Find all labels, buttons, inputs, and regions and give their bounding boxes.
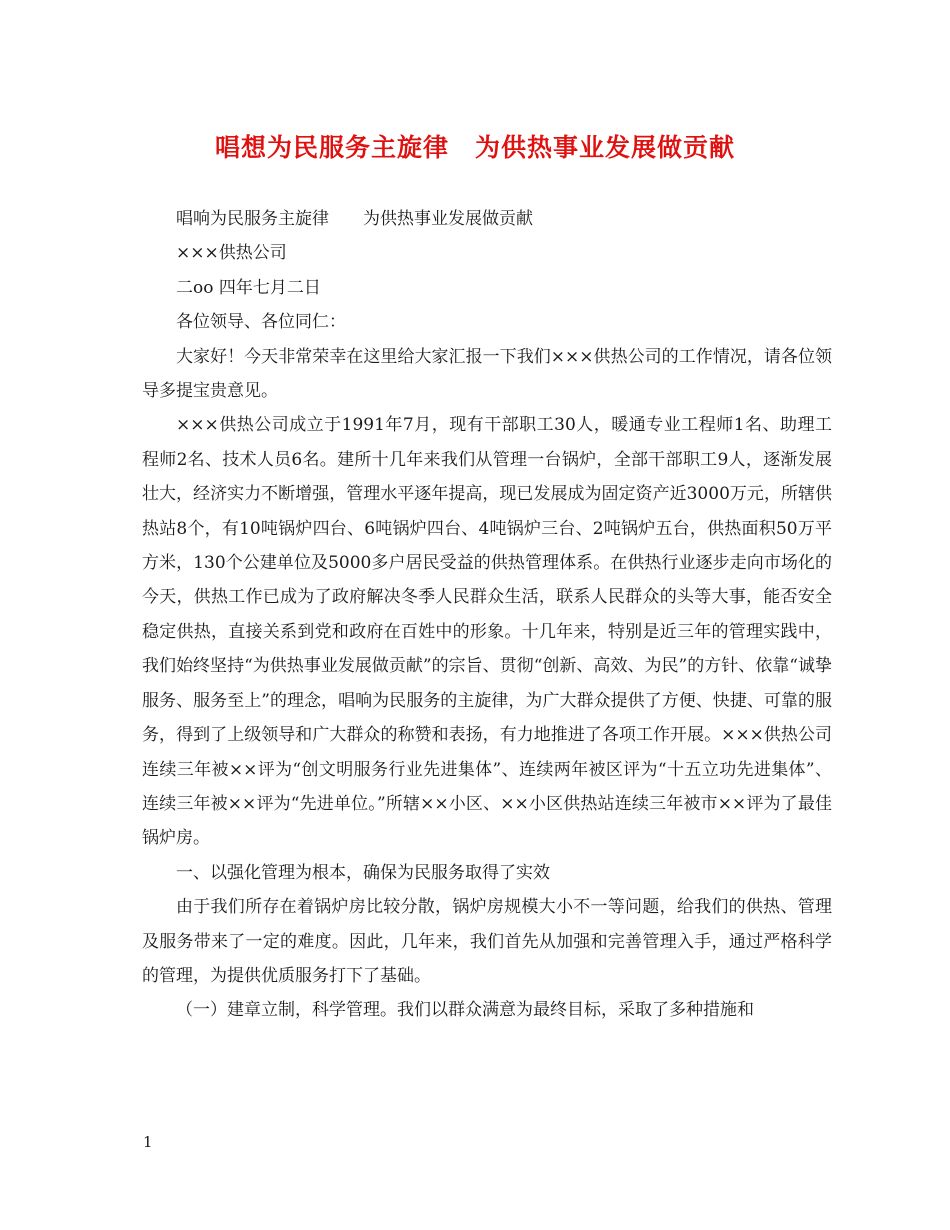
paragraph-greeting: 大家好！今天非常荣幸在这里给大家汇报一下我们×××供热公司的工作情况，请各位领导多提宝贵意见。: [142, 346, 832, 402]
salutation: 各位领导、各位同仁：: [176, 312, 346, 333]
company-name: ×××供热公司: [176, 243, 287, 264]
subtitle-line: 唱响为民服务主旋律 为供热事业发展做贡献: [176, 209, 533, 229]
paragraph-company-overview: ×××供热公司成立于1991年7月，现有干部职工30人，暖通专业工程师1名、助理工程师2名、技术人员6名。建所十几年来我们从管理一台锅炉，全部干部职工9人，逐渐发展壮大，经济实力不断增强，管理水平逐年提高，现已发展成为固定资产近3000万元，所辖供热站8个，有10吨锅炉四台、6吨锅炉四台、4吨锅炉三台、2吨锅炉五台，供热面积50万平方米，130个公建单位及5000多户居民受益的供热管理体系。在供热行业逐步走向市场化的今天，供热工作已成为了政府解决冬季人民群众生活，联系人民群众的头等大事，能否安全稳定供热，直接关系到党和政府在百姓中的形象。十几年来，特别是近三年的管理实践中，我们始终坚持“为供热事业发展做贡献”的宗旨、贯彻“创新、高效、为民”的方针、依靠“诚挚服务、服务至上”的理念，唱响为民服务的主旋律，为广大群众提供了方便、快捷、可靠的服务，得到了上级领导和广大群众的称赞和表扬，有力地推进了各项工作开展。×××供热公司连续三年被××评为“创文明服务行业先进集体”、连续两年被区评为“十五立功先进集体”、连续三年被××评为“先进单位。”所辖××小区、××小区供热站连续三年被市××评为了最佳锅炉房。: [142, 415, 832, 849]
section-heading-1: 一、以强化管理为根本，确保为民服务取得了实效: [176, 862, 550, 883]
paragraph-management: 由于我们所存在着锅炉房比较分散，锅炉房规模大小不一等问题，给我们的供热、管理及服务带来了一定的难度。因此，几年来，我们首先从加强和完善管理入手，通过严格科学的管理，为提供优质服务打下了基础。: [142, 897, 832, 986]
page-number: 1: [143, 1133, 153, 1151]
document-title: 唱想为民服务主旋律 为供热事业发展做贡献: [214, 133, 735, 162]
date-line: 二oo 四年七月二日: [176, 277, 321, 298]
document-body: [142, 202, 832, 1028]
paragraph-rules: （一）建章立制，科学管理。我们以群众满意为最终目标，采取了多种措施和: [176, 1000, 754, 1021]
